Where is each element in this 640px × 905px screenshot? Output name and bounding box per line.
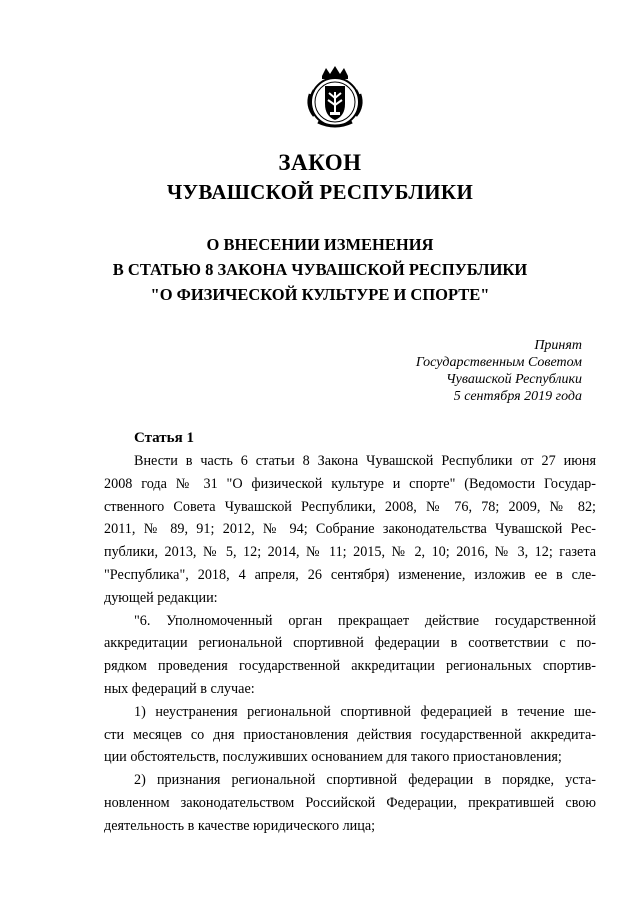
text-line: Внести в часть 6 статьи 8 Закона Чувашской Республики от 27 июня — [134, 453, 596, 469]
text-line: новленном законодательством Российской Федерации, прекратившей свою — [104, 794, 596, 811]
paragraph — [104, 610, 596, 701]
text-line: сти месяцев со дня приостановления действия государственной аккредита- — [104, 726, 596, 743]
subtitle-line: О ВНЕСЕНИИ ИЗМЕНЕНИЯ — [206, 235, 434, 254]
adoption-line: Принят — [534, 338, 582, 353]
paragraph — [104, 769, 596, 837]
article-heading: Статья 1 — [134, 430, 194, 446]
chuvash-emblem-icon — [300, 62, 370, 132]
subtitle-line: В СТАТЬЮ 8 ЗАКОНА ЧУВАШСКОЙ РЕСПУБЛИКИ — [112, 260, 528, 279]
article-body — [104, 450, 596, 838]
text-line: ственного Совета Чувашской Республики, 2008, № 76, 78; 2009, № 82; — [104, 498, 596, 515]
subtitle-line: "О ФИЗИЧЕСКОЙ КУЛЬТУРЕ И СПОРТЕ" — [150, 285, 490, 304]
text-line: 1) неустранения региональной спортивной федерацией в течение ше- — [134, 703, 596, 720]
adoption-note — [342, 337, 582, 405]
document-subtitle — [0, 232, 640, 307]
document-title: ЗАКОН — [278, 150, 362, 175]
adoption-line: Государственным Советом — [415, 355, 582, 370]
text-line: рядком проведения государственной аккредитации региональных спортив- — [104, 658, 596, 675]
text-line: 2011, № 89, 91; 2012, № 94; Собрание законодательства Чувашской Рес- — [104, 521, 596, 538]
text-line: "Республика", 2018, 4 апреля, 26 сентября) изменение, изложив ее в сле- — [104, 566, 596, 583]
text-line: ции обстоятельств, послуживших основанием для такого приостановления; — [104, 749, 562, 766]
adoption-date: 5 сентября 2019 года — [453, 389, 582, 404]
paragraph — [104, 701, 596, 769]
text-line: дующей редакции: — [104, 589, 218, 606]
adoption-line: Чувашской Республики — [446, 372, 582, 387]
document-issuer: ЧУВАШСКОЙ РЕСПУБЛИКИ — [166, 180, 474, 204]
text-line: 2008 года № 31 "О физической культуре и спорте" (Ведомости Государ- — [104, 475, 596, 492]
text-line: ных федераций в случае: — [104, 680, 255, 697]
paragraph — [104, 450, 596, 610]
text-line: публики, 2013, № 5, 12; 2014, № 11; 2015, № 2, 10; 2016, № 3, 12; газета — [104, 544, 596, 561]
text-line: "6. Уполномоченный орган прекращает действие государственной — [134, 612, 596, 629]
text-line: аккредитации региональной спортивной федерации в соответствии с по- — [104, 635, 596, 652]
text-line: деятельность в качестве юридического лица; — [104, 817, 376, 834]
text-line: 2) признания региональной спортивной федерации в порядке, уста- — [134, 772, 596, 789]
